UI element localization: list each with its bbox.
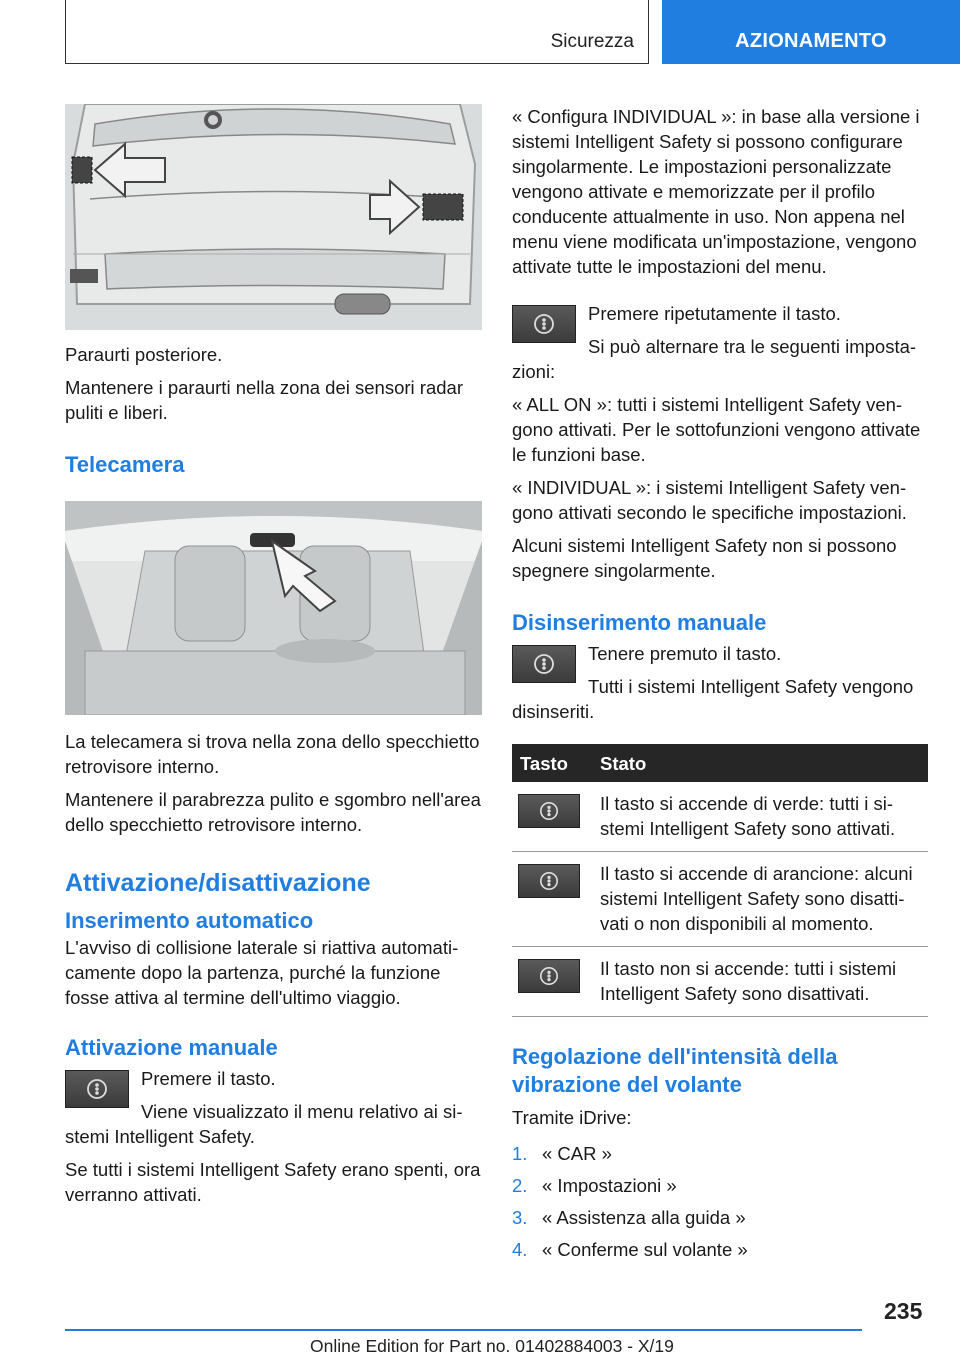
camera-heading: Telecamera: [65, 452, 185, 477]
section-title: Sicurezza: [550, 31, 634, 52]
step-number: 2.: [512, 1175, 528, 1196]
right-column: [512, 104, 928, 1266]
camera-text-2: Mantenere il parabrezza pulito e sgombro nell'area dello specchietto retrovisore interno.: [65, 789, 481, 835]
step-text: « Impostazioni »: [542, 1175, 677, 1196]
button-state-table: [512, 744, 928, 1017]
some-cannot-text: Alcuni sistemi Intelligent Safety non si possono spegnere singolarmente.: [512, 535, 897, 581]
list-item: [512, 1138, 928, 1170]
alternate-text: Si può alternare tra le seguenti impostazioni:: [512, 336, 917, 382]
bumper-text: Mantenere i paraurti nella zona dei sensori radar puliti e liberi.: [65, 377, 463, 423]
state-cell: Il tasto si accende di arancione: alcuni sistemi Intelligent Safety sono disattivati o non disponibili al momento.: [592, 852, 928, 947]
safety-button-icon: [65, 1070, 129, 1108]
step-number: 4.: [512, 1239, 528, 1260]
safety-button-icon: [512, 305, 576, 343]
list-item: [512, 1170, 928, 1202]
repeat-press-text: Premere ripetutamente il tasto.: [588, 303, 841, 324]
individual-text: « INDIVIDUAL »: i sistemi Intelligent Safety vengono attivati secondo le specifiche impostazioni.: [512, 477, 907, 523]
step-number: 1.: [512, 1143, 528, 1164]
vibration-heading: Regolazione dell'intensità della vibrazione del volante: [512, 1044, 838, 1097]
step-text: « Conferme sul volante »: [542, 1239, 748, 1260]
safety-button-icon: [512, 645, 576, 683]
manual-step-3: Se tutti i sistemi Intelligent Safety erano spenti, ora verranno attivati.: [65, 1159, 481, 1205]
page-number: 235: [884, 1298, 923, 1324]
footer-divider: [65, 1329, 862, 1331]
manual-disinsert-heading: Disinserimento manuale: [512, 610, 767, 635]
safety-button-off-icon: [518, 959, 580, 993]
camera-image: [65, 501, 482, 715]
list-item: [512, 1234, 928, 1266]
disinserted-text: Tutti i sistemi Intelligent Safety vengono disinseriti.: [512, 676, 914, 722]
chapter-tab[interactable]: AZIONAMENTO: [662, 0, 960, 64]
left-column: [65, 104, 482, 1207]
manual-activation-heading: Attivazione manuale: [65, 1035, 278, 1060]
auto-insert-text: L'avviso di collisione laterale si riattiva automaticamente dopo la partenza, purché la funzione fosse attiva al termine dell'ultimo viaggio.: [65, 937, 459, 1008]
idrive-text: Tramite iDrive:: [512, 1107, 632, 1128]
table-row: [512, 947, 928, 1017]
list-item: [512, 1202, 928, 1234]
step-text: « CAR »: [542, 1143, 612, 1164]
col-state: Stato: [592, 744, 928, 782]
state-cell: Il tasto si accende di verde: tutti i sistemi Intelligent Safety sono attivati.: [592, 782, 928, 852]
footer-edition: Online Edition for Part no. 01402884003 - X/19: [310, 1336, 674, 1356]
manual-step-1: Premere il tasto.: [141, 1068, 276, 1089]
header-box: [65, 0, 649, 64]
steps-list: [512, 1138, 928, 1266]
activation-heading: Attivazione/disattivazione: [65, 869, 371, 897]
safety-button-orange-icon: [518, 864, 580, 898]
table-row: [512, 782, 928, 852]
rear-bumper-image: [65, 104, 482, 330]
col-key: Tasto: [512, 744, 592, 782]
bumper-caption: Paraurti posteriore.: [65, 344, 223, 365]
auto-insert-heading: Inserimento automatico: [65, 908, 314, 933]
hold-press-text: Tenere premuto il tasto.: [588, 643, 782, 664]
individual-config-text: « Configura INDIVIDUAL »: in base alla versione i sistemi Intelligent Safety si possono configurare singolarmente. Le impostazioni personalizzate vengono attivate e memorizzate per il profilo conducente attualmente in uso. Non appena nel menu viene modificata un'impostazione, vengono attivate tutte le impostazioni del menu.: [512, 106, 920, 277]
safety-button-green-icon: [518, 794, 580, 828]
step-number: 3.: [512, 1207, 528, 1228]
manual-step-2: Viene visualizzato il menu relativo ai sistemi Intelligent Safety.: [65, 1101, 463, 1147]
all-on-text: « ALL ON »: tutti i sistemi Intelligent Safety vengono attivati. Per le sottofunzioni vengono attivate le funzioni base.: [512, 394, 921, 465]
state-cell: Il tasto non si accende: tutti i sistemi Intelligent Safety sono disattivati.: [592, 947, 928, 1017]
camera-text-1: La telecamera si trova nella zona dello specchietto retrovisore interno.: [65, 731, 480, 777]
step-text: « Assistenza alla guida »: [542, 1207, 746, 1228]
table-row: [512, 852, 928, 947]
